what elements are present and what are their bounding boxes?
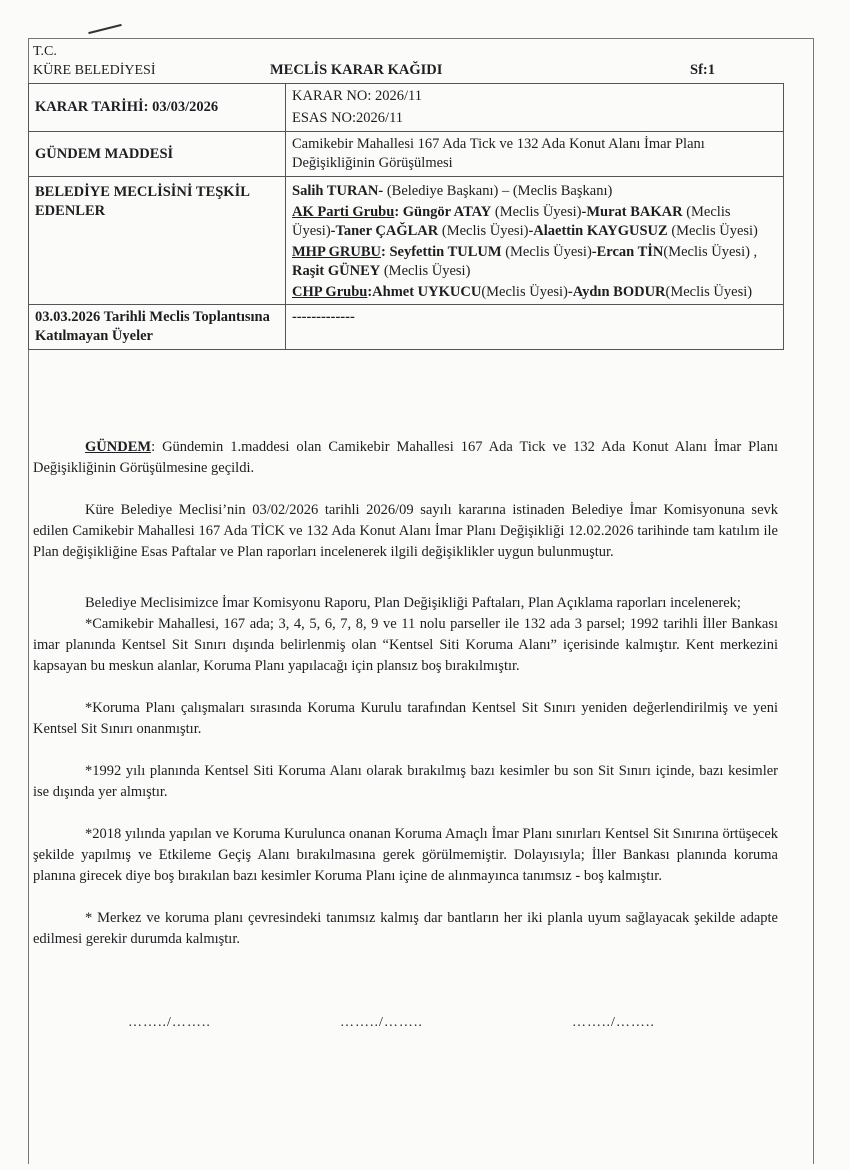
member-text: Raşit GÜNEY [292, 263, 381, 279]
header-municipality: KÜRE BELEDİYESİ [33, 63, 156, 78]
signature-date-2: ……../…….. [340, 1015, 423, 1030]
table-row [29, 177, 784, 305]
paragraph: *1992 yılı planında Kentsel Siti Koruma Alanı olarak bırakılmış bazı kesimler bu son Sit Sınırı içinde, bazı kesimler ise dışında yer almıştır. [33, 763, 778, 800]
member-text: (Meclis Üyesi) [501, 244, 592, 260]
paragraph: Küre Belediye Meclisi’nin 03/02/2026 tarihli 2026/09 sayılı kararına istinaden Belediye İmar Komisyonuna sevk edilen Camikebir Mahallesi 167 Ada TİCK ve 132 Ada Konut Alanı İmar Planı Değişikliği 12.02.2026 tarihinde tam katılım ile Plan değişikliğine Esas Paftalar ve Plan raporları incelenerek ilgili değişiklikler uygun bulunmuştur. [33, 502, 778, 560]
signature-date-1: ……../…….. [128, 1015, 211, 1030]
group-label: MHP GRUBU [292, 244, 382, 260]
agenda-heading: GÜNDEM [85, 439, 152, 455]
paragraph: *Camikebir Mahallesi, 167 ada; 3, 4, 5, 6, 7, 8, 9 ve 11 nolu parseller ile 132 ada 3 parsel; 1992 tarihli İller Bankası imar planında Kentsel Sit Sınırı dışında belirlenmiş olan “Kentsel Siti Koruma Alanı” içerisinde kalmıştır. Kent merkezini kapsayan bu meskun alanlar, Koruma Planı yapılacağı için plansız boş bırakılmıştır. [33, 616, 778, 674]
header-org [33, 42, 156, 80]
paragraph: *2018 yılında yapılan ve Koruma Kurulunca onanan Koruma Amaçlı İmar Planı sınırları Kentsel Sit Sınırına örtüşecek şekilde yapılmış ve Etkileme Geçiş Alanı bırakılmasına gerek görülmemiştir. Dolayısıyla; İller Bankası planında koruma planına girecek diye boş bırakılan bazı kesimler Koruma Planı içine de alınmayınca tanımsız - boş kalmıştır. [33, 826, 778, 884]
member-text: :Ahmet UYKUCU [367, 284, 482, 300]
table-row [29, 84, 784, 132]
agenda-value: Camikebir Mahallesi 167 Ada Tick ve 132 Ada Konut Alanı İmar Planı Değişikliğinin Görüşülmesi [286, 132, 784, 177]
pen-mark [88, 24, 121, 34]
member-text: (Meclis Üyesi) , [663, 244, 758, 260]
member-line [292, 283, 777, 302]
agenda-paragraph [33, 437, 778, 479]
signature-date-3: ……../…….. [572, 1015, 655, 1030]
member-line [292, 243, 777, 281]
member-text: -Alaettin KAYGUSUZ [528, 223, 668, 239]
group-label: AK Parti Grubu [292, 204, 395, 220]
member-text: (Meclis Üyesi) [481, 284, 568, 300]
member-text: -Taner ÇAĞLAR [330, 223, 439, 239]
paragraph: Belediye Meclisimizce İmar Komisyonu Raporu, Plan Değişikliği Paftaları, Plan Açıklama raporları incelenerek; [85, 595, 741, 611]
document-title: MECLİS KARAR KAĞIDI [270, 62, 443, 78]
paragraph: * Merkez ve koruma planı çevresindeki tanımsız kalmış dar bantların her iki planla uyum sağlayacak şekilde adapte edilmesi gerekir durumda kalmıştır. [33, 910, 778, 947]
member-text: (Meclis Üyesi) [667, 223, 758, 239]
member-text: -Murat BAKAR [581, 204, 683, 220]
member-text: (Meclis Üyesi) [665, 284, 753, 300]
absent-label: 03.03.2026 Tarihli Meclis Toplantısına Katılmayan Üyeler [29, 305, 286, 350]
member-text: -Ercan TİN [591, 244, 664, 260]
member-text: Salih TURAN- [292, 183, 384, 199]
member-text: : Seyfettin TULUM [381, 244, 502, 260]
table-row [29, 132, 784, 177]
base-no: ESAS NO:2026/11 [292, 110, 404, 126]
decision-info-table [28, 83, 784, 350]
member-text: (Meclis Üyesi) [380, 263, 471, 279]
decision-no: KARAR NO: 2026/11 [292, 88, 422, 104]
member-text: (Meclis Üyesi) [491, 204, 582, 220]
table-row [29, 305, 784, 350]
member-text: (Meclis Üyesi) [292, 204, 731, 239]
council-label: BELEDİYE MECLİSİNİ TEŞKİL EDENLER [29, 177, 286, 305]
agenda-label: GÜNDEM MADDESİ [29, 132, 286, 177]
council-members [286, 177, 784, 305]
header-tc: T.C. [33, 44, 57, 59]
member-text: (Meclis Üyesi) [438, 223, 529, 239]
member-text: : Güngör ATAY [394, 204, 492, 220]
paragraph: *Koruma Planı çalışmaları sırasında Koruma Kurulu tarafından Kentsel Sit Sınırı yeniden değerlendirilmiş ve yeni Kentsel Sit Sınırı onanmıştır. [33, 700, 778, 737]
page-number: Sf:1 [690, 62, 715, 78]
member-text: (Belediye Başkanı) – (Meclis Başkanı) [383, 183, 613, 199]
member-line [292, 203, 777, 241]
group-label: CHP Grubu [292, 284, 368, 300]
agenda-text: : Gündemin 1.maddesi olan Camikebir Mahallesi 167 Ada Tick ve 132 Ada Konut Alanı İmar Planı Değişikliğinin Görüşülmesine geçildi. [33, 439, 778, 476]
decision-date: KARAR TARİHİ: 03/03/2026 [29, 84, 286, 132]
member-line [292, 182, 777, 201]
member-text: -Aydın BODUR [567, 284, 666, 300]
document-body [33, 437, 778, 971]
absent-value: ------------- [286, 305, 784, 350]
decision-numbers [286, 84, 784, 132]
